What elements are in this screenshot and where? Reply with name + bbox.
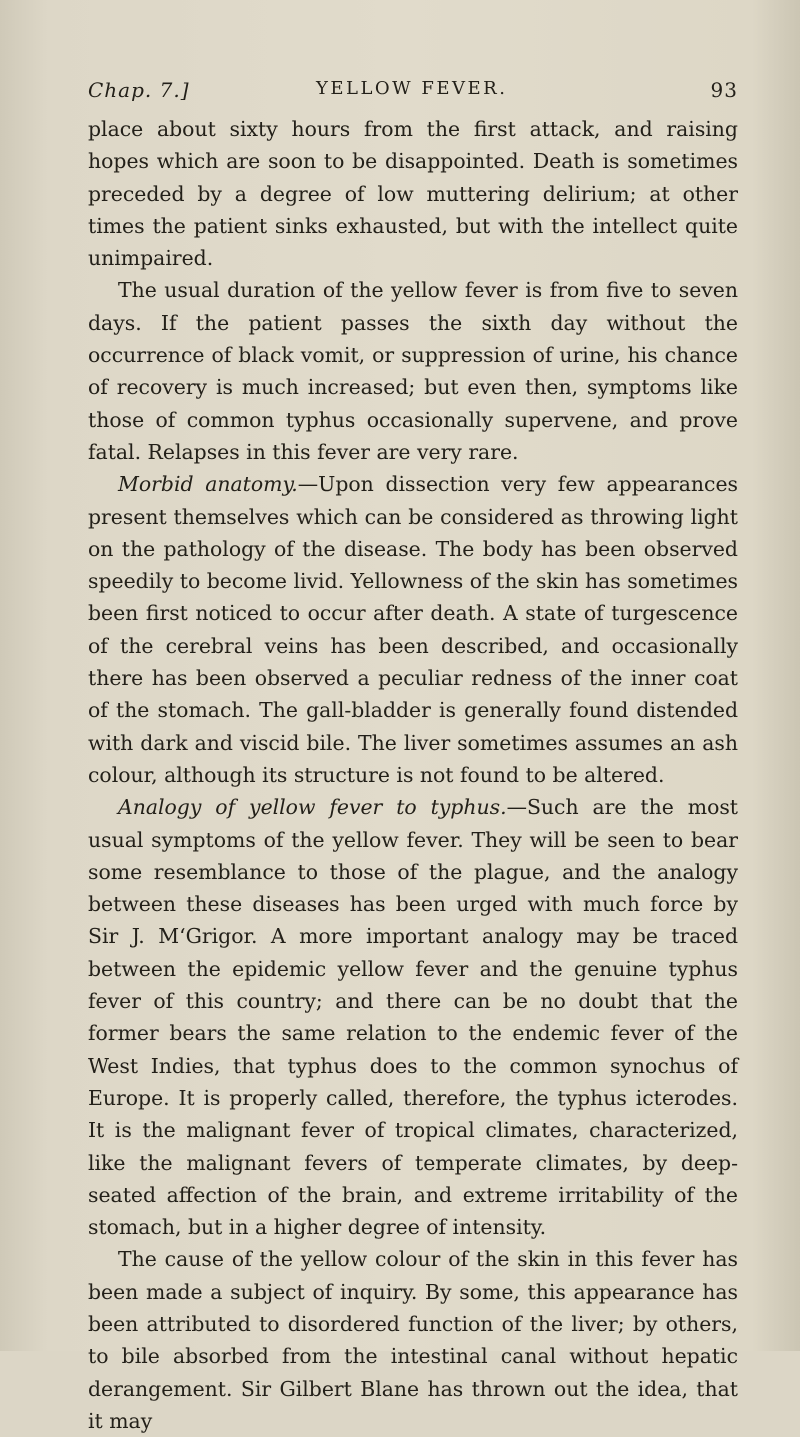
paragraph-text: —Upon dissection very few appearances present themselves which can be considered as throwing light on the pathology of the disease. The body has been observed speedily to become livid. Yellowness of the skin has sometimes been first noticed to occur after death. A state of turgescence of the cerebral veins has been described, and occasionally there has been observed a peculiar redness of the inner coat of the stomach. The gall-bladder is generally found distended with dark and viscid bile. The liver sometimes assumes an ash colour, although its structure is not found to be altered.: [88, 472, 738, 787]
paragraph-text: The cause of the yellow colour of the skin in this fever has been made a subject of inquiry. By some, this appearance has been attributed to disordered function of the liver; by others, to bile absorbed from the intestinal canal without hepatic derangement. Sir Gilbert Blane has thrown out the idea, that it may: [88, 1247, 738, 1433]
body-text: [88, 113, 738, 1437]
paragraph-text: —Such are the most usual symptoms of the yellow fever. They will be seen to bear some resemblance to those of the plague, and the analogy between these diseases has been urged with much force by Sir J. M‘Grigor. A more important analogy may be traced between the epidemic yellow fever and the genuine typhus fever of this country; and there can be no doubt that the former bears the same relation to the endemic fever of the West Indies, that typhus does to the common synochus of Europe. It is properly called, therefore, the typhus icterodes. It is the malignant fever of tropical climates, characterized, like the malignant fevers of temperate climates, by deep-seated affection of the brain, and extreme irritability of the stomach, but in a higher degree of intensity.: [88, 795, 738, 1240]
paragraph: [88, 468, 738, 791]
chapter-label: Chap. 7.]: [88, 78, 190, 102]
paragraph-lead: Analogy of yellow fever to typhus.: [118, 795, 507, 820]
paragraph: [88, 113, 738, 274]
paragraph-text: place about sixty hours from the first attack, and raising hopes which are soon to be disappointed. Death is sometimes preceded by a degree of low muttering delirium; at other times the patient sinks exhausted, but with the intellect quite unimpaired.: [88, 117, 738, 271]
running-title: YELLOW FEVER.: [316, 78, 508, 99]
paragraph: [88, 791, 738, 1243]
paragraph: [88, 1243, 738, 1437]
paragraph: [88, 274, 738, 468]
paragraph-text: The usual duration of the yellow fever is from five to seven days. If the patient passes the sixth day without the occurrence of black vomit, or suppression of urine, his chance of recovery is much increased; but even then, symptoms like those of common typhus occasionally supervene, and prove fatal. Relapses in this fever are very rare.: [88, 278, 738, 464]
paragraph-lead: Morbid anatomy.: [118, 472, 298, 497]
page-number: 93: [710, 78, 738, 102]
running-header: [88, 78, 738, 108]
